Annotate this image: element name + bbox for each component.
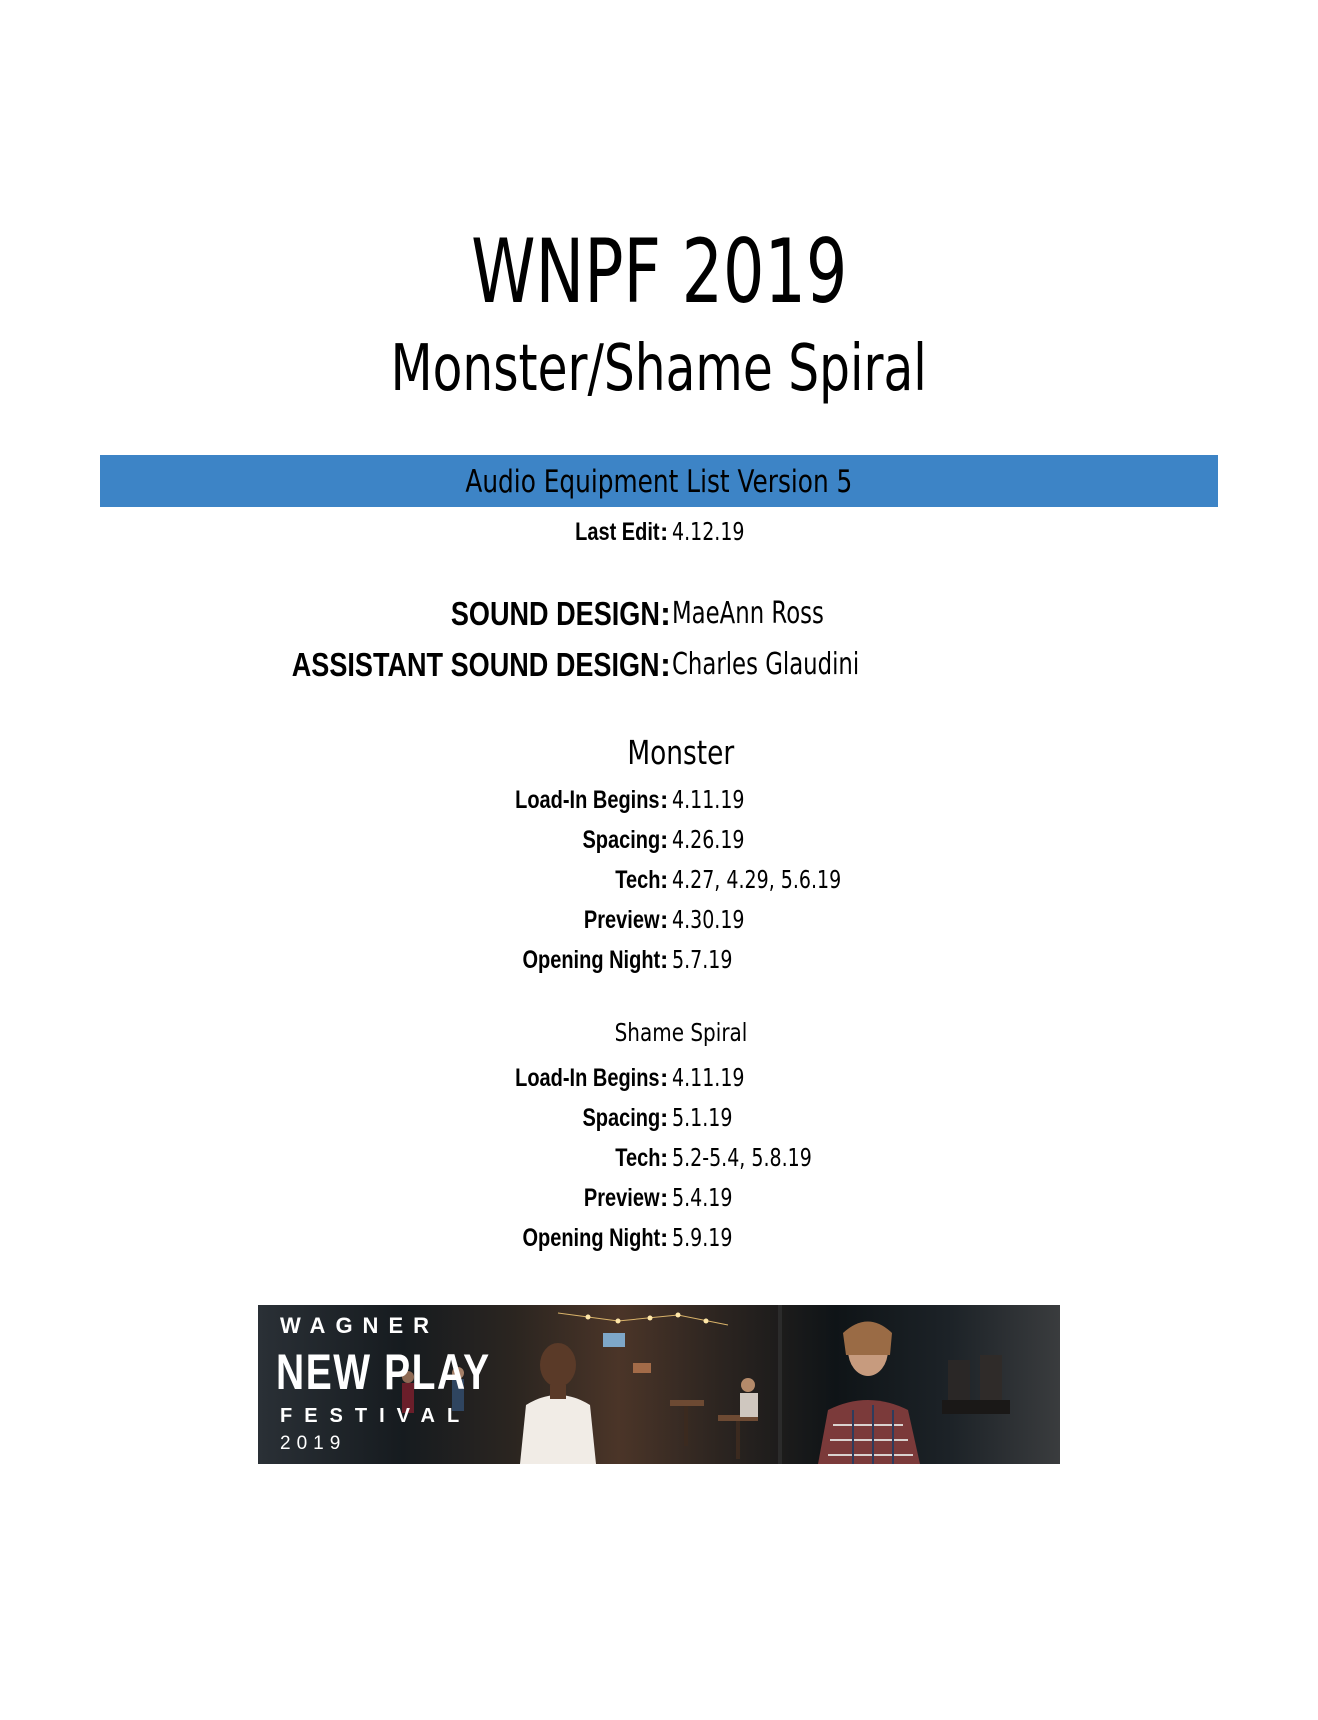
page-subtitle: Monster/Shame Spiral <box>390 332 928 406</box>
schedule-label: Tech <box>614 1144 660 1172</box>
last-edit-label: Last Edit <box>575 518 660 546</box>
colon: : <box>660 1224 669 1252</box>
schedule-value: 5.7.19 <box>672 945 733 974</box>
colon: : <box>660 518 669 546</box>
colon: : <box>660 595 671 632</box>
schedule-row <box>0 1098 1318 1138</box>
schedule-value: 4.30.19 <box>672 905 745 934</box>
schedule-label: Tech <box>614 866 660 894</box>
schedule-value: 5.1.19 <box>672 1103 733 1132</box>
credit-row-assistant-sound-design <box>0 643 1318 683</box>
colon: : <box>660 1064 669 1092</box>
colon: : <box>660 826 669 854</box>
schedule-row <box>0 860 1318 900</box>
banner-wagner-text: WAGNER <box>280 1313 439 1338</box>
credit-label: SOUND DESIGN <box>451 595 660 632</box>
banner-new-play-text: NEW PLAY <box>276 1344 491 1400</box>
last-edit-value: 4.12.19 <box>672 517 745 546</box>
colon: : <box>660 1104 669 1132</box>
schedule-label: Spacing <box>582 826 660 854</box>
schedule-row <box>0 1058 1318 1098</box>
banner-year-text: 2019 <box>280 1433 347 1454</box>
schedule-row <box>0 940 1318 980</box>
colon: : <box>660 1144 669 1172</box>
credit-value: MaeAnn Ross <box>672 596 824 631</box>
section-heading-shame-spiral: Shame Spiral <box>614 1018 748 1047</box>
schedule-label: Spacing <box>582 1104 660 1132</box>
schedule-row <box>0 1178 1318 1218</box>
schedule-label: Load-In Begins <box>515 1064 660 1092</box>
banner-festival-text: FESTIVAL <box>280 1405 472 1427</box>
schedule-label: Preview <box>584 906 660 934</box>
last-edit-row <box>0 512 1318 552</box>
schedule-row <box>0 900 1318 940</box>
schedule-row <box>0 780 1318 820</box>
schedule-label: Load-In Begins <box>515 786 660 814</box>
credit-label: ASSISTANT SOUND DESIGN <box>292 646 660 683</box>
page-title: WNPF 2019 <box>470 220 848 323</box>
banner-bar-text: Audio Equipment List Version 5 <box>465 464 853 500</box>
schedule-value: 4.26.19 <box>672 825 745 854</box>
festival-banner-image <box>258 1305 1060 1464</box>
schedule-value: 4.11.19 <box>672 1063 745 1092</box>
schedule-label: Preview <box>584 1184 660 1212</box>
colon: : <box>660 946 669 974</box>
colon: : <box>660 906 669 934</box>
colon: : <box>660 866 669 894</box>
schedule-label: Opening Night <box>522 946 660 974</box>
credit-row-sound-design <box>0 592 1318 632</box>
section-heading-monster: Monster <box>627 733 735 772</box>
schedule-value: 4.11.19 <box>672 785 745 814</box>
document-banner-bar <box>100 455 1218 507</box>
schedule-label: Opening Night <box>522 1224 660 1252</box>
colon: : <box>660 1184 669 1212</box>
credit-value: Charles Glaudini <box>672 647 860 682</box>
schedule-value: 4.27, 4.29, 5.6.19 <box>672 865 842 894</box>
schedule-row <box>0 1218 1318 1258</box>
colon: : <box>660 646 671 683</box>
schedule-value: 5.2-5.4, 5.8.19 <box>672 1143 812 1172</box>
colon: : <box>660 786 669 814</box>
schedule-value: 5.4.19 <box>672 1183 733 1212</box>
schedule-row <box>0 1138 1318 1178</box>
schedule-row <box>0 820 1318 860</box>
schedule-value: 5.9.19 <box>672 1223 733 1252</box>
